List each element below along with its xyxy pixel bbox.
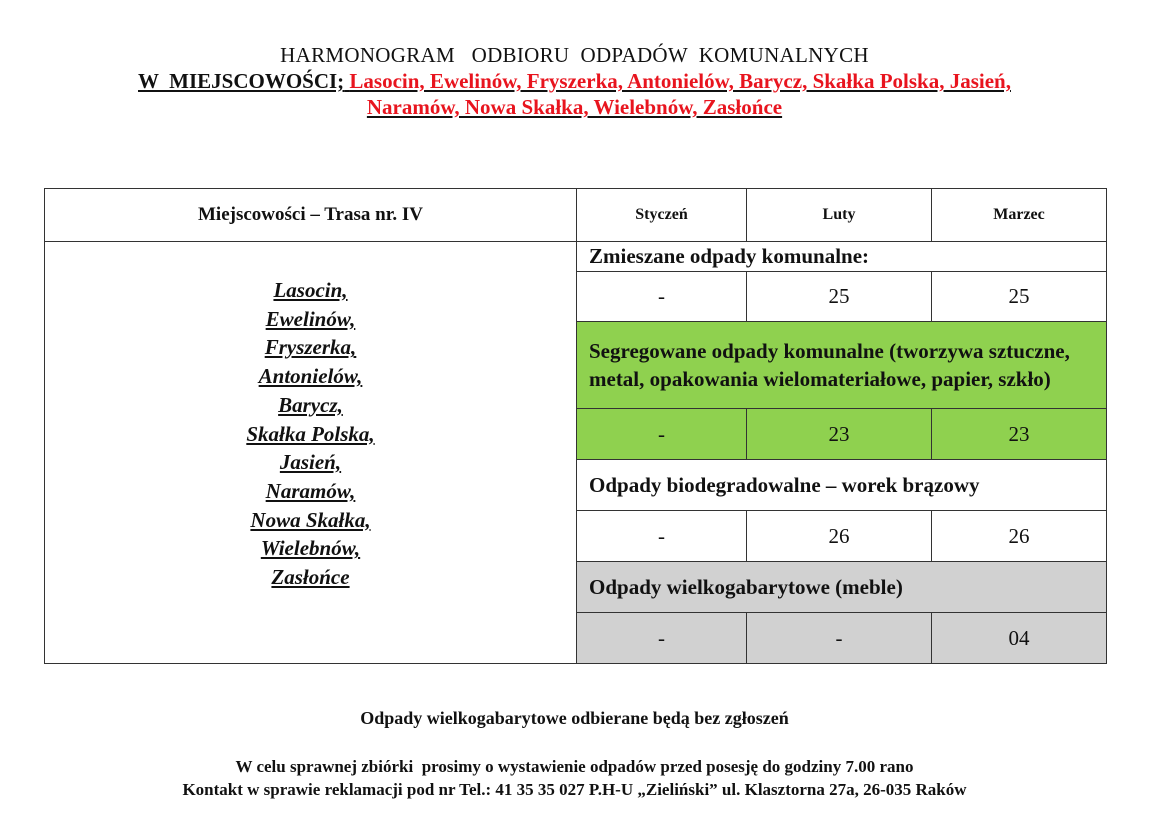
category-row: [45, 242, 1107, 272]
category-bulky-waste: Odpady wielkogabarytowe (meble): [577, 562, 1107, 613]
category-biodegradable-waste: Odpady biodegradowalne – worek brązowy: [577, 460, 1107, 511]
contact-info: [0, 755, 1149, 801]
value-cell: -: [577, 511, 747, 562]
value-cell: -: [577, 409, 747, 460]
value-cell: 25: [932, 272, 1107, 322]
document-header: [0, 42, 1149, 120]
localities-list-1: Lasocin, Ewelinów, Fryszerka, Antonielów, Barycz, Skałka Polska, Jasień,: [349, 69, 1011, 93]
town-item: Nowa Skałka,: [250, 507, 371, 532]
town-item: Fryszerka,: [264, 335, 357, 360]
month-header-march: Marzec: [932, 189, 1107, 242]
town-item: Lasocin,: [273, 278, 348, 302]
town-item: Wielebnów,: [260, 536, 361, 561]
schedule-table: [44, 188, 1107, 664]
route-header: Miejscowości – Trasa nr. IV: [45, 189, 577, 242]
value-cell: 26: [932, 511, 1107, 562]
value-cell: 23: [932, 409, 1107, 460]
complaint-contact: Kontakt w sprawie reklamacji pod nr Tel.: 41 35 35 027 P.H-U „Zieliński” ul. Klasztorna 27a, 26-035 Raków: [182, 780, 967, 799]
header-row: [45, 189, 1107, 242]
value-cell: 23: [747, 409, 932, 460]
month-header-january: Styczeń: [577, 189, 747, 242]
town-item: Naramów,: [265, 478, 356, 503]
value-cell: 25: [747, 272, 932, 322]
value-cell: 04: [932, 613, 1107, 664]
town-item: Ewelinów,: [265, 306, 356, 331]
document-title: HARMONOGRAM ODBIORU ODPADÓW KOMUNALNYCH: [280, 43, 869, 67]
category-mixed-waste: Zmieszane odpady komunalne:: [577, 242, 1107, 272]
locality-line-2: [0, 94, 1149, 120]
locality-label: W MIEJSCOWOŚCI;: [138, 69, 345, 93]
towns-cell: [45, 242, 577, 664]
bulky-waste-note: Odpady wielkogabarytowe odbierane będą bez zgłoszeń: [360, 708, 789, 728]
town-item: Jasień,: [279, 450, 342, 475]
localities-list-2: Naramów, Nowa Skałka, Wielebnów, Zasłońce: [366, 95, 783, 119]
town-list: [45, 242, 576, 592]
town-item: Zasłońce: [271, 565, 350, 590]
town-item: Antonielów,: [258, 364, 363, 389]
month-header-february: Luty: [747, 189, 932, 242]
category-segregated-waste: Segregowane odpady komunalne (tworzywa sztuczne, metal, opakowania wielomateriałowe, papier, szkło): [577, 322, 1107, 409]
value-cell: -: [577, 272, 747, 322]
value-cell: -: [577, 613, 747, 664]
value-cell: 26: [747, 511, 932, 562]
value-cell: -: [747, 613, 932, 664]
collection-instruction: W celu sprawnej zbiórki prosimy o wystawienie odpadów przed posesję do godziny 7.00 rano: [235, 757, 914, 776]
locality-line-1: [0, 68, 1149, 94]
town-item: Barycz,: [278, 392, 343, 417]
town-item: Skałka Polska,: [246, 421, 375, 446]
